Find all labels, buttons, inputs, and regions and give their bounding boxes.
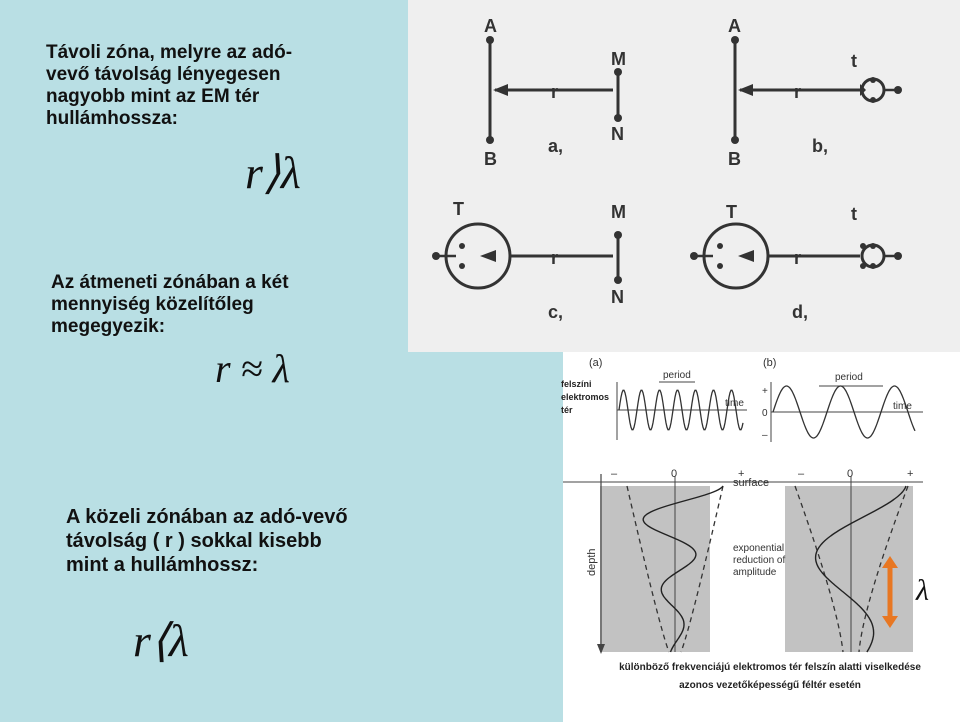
label-M2: M: [611, 202, 626, 222]
surface-label: surface: [733, 477, 770, 489]
zero-label-2: 0: [847, 468, 854, 480]
label-r4: r: [794, 248, 802, 268]
plus-label-1: +: [738, 468, 745, 480]
panel-b-label: (b): [763, 357, 777, 369]
antenna-configuration-figure: [408, 0, 960, 352]
label-c: c,: [548, 302, 564, 322]
minus-b-label: –: [762, 430, 768, 441]
zero-label-1: 0: [671, 468, 678, 480]
near-zone-formula: r⟨λ: [133, 615, 189, 666]
far-zone-formula: r⟩λ: [245, 147, 301, 198]
label-t2: t: [851, 204, 857, 224]
label-A2: A: [728, 16, 741, 36]
transition-zone-formula: r ≈ λ: [215, 346, 290, 391]
minus-label-2: –: [798, 468, 805, 480]
label-M1: M: [611, 49, 626, 69]
period-a-label: period: [663, 370, 691, 381]
lambda-label: λ: [916, 574, 929, 607]
far-zone-text: Távoli zóna, melyre az adó- vevő távolság lényegesen nagyobb mint az EM tér hullámhossza:: [46, 42, 293, 129]
exponential-reduction-annotation: exponential reduction of amplitude: [733, 543, 786, 578]
time-a-label: time: [725, 398, 744, 409]
figure-caption-1: különböző frekvenciájú elektromos tér felszín alatti viselkedése: [619, 662, 921, 673]
label-N2: N: [611, 287, 624, 307]
label-r2: r: [794, 82, 802, 102]
surface-field-label: felszíni elektromos tér: [561, 379, 610, 415]
minus-label-1: –: [611, 468, 618, 480]
label-r3: r: [551, 248, 559, 268]
figure-caption-2: azonos vezetőképességű féltér esetén: [679, 680, 861, 691]
time-b-label: time: [893, 401, 912, 412]
label-A1: A: [484, 16, 497, 36]
label-T1: T: [453, 199, 464, 219]
label-b: b,: [812, 136, 828, 156]
label-t1: t: [851, 51, 857, 71]
period-b-label: period: [835, 372, 863, 383]
near-zone-text: A közeli zónában az adó-vevő távolság ( r ) sokkal kisebb mint a hullámhossz:: [66, 506, 348, 576]
depth-attenuation-figure: [563, 456, 960, 660]
label-a: a,: [548, 136, 564, 156]
panel-a-label: (a): [589, 357, 603, 369]
plus-label-2: +: [907, 468, 914, 480]
plus-b-label: +: [762, 386, 768, 397]
label-B2: B: [728, 149, 741, 169]
label-N1: N: [611, 124, 624, 144]
label-T2: T: [726, 202, 737, 222]
depth-axis-label: depth: [586, 548, 598, 576]
wave-period-figure: [563, 352, 960, 456]
label-B1: B: [484, 149, 497, 169]
transition-zone-text: Az átmeneti zónában a két mennyiség közelítőleg megegyezik:: [51, 272, 289, 337]
label-r1: r: [551, 82, 559, 102]
label-d: d,: [792, 302, 808, 322]
zero-b-label: 0: [762, 408, 768, 419]
